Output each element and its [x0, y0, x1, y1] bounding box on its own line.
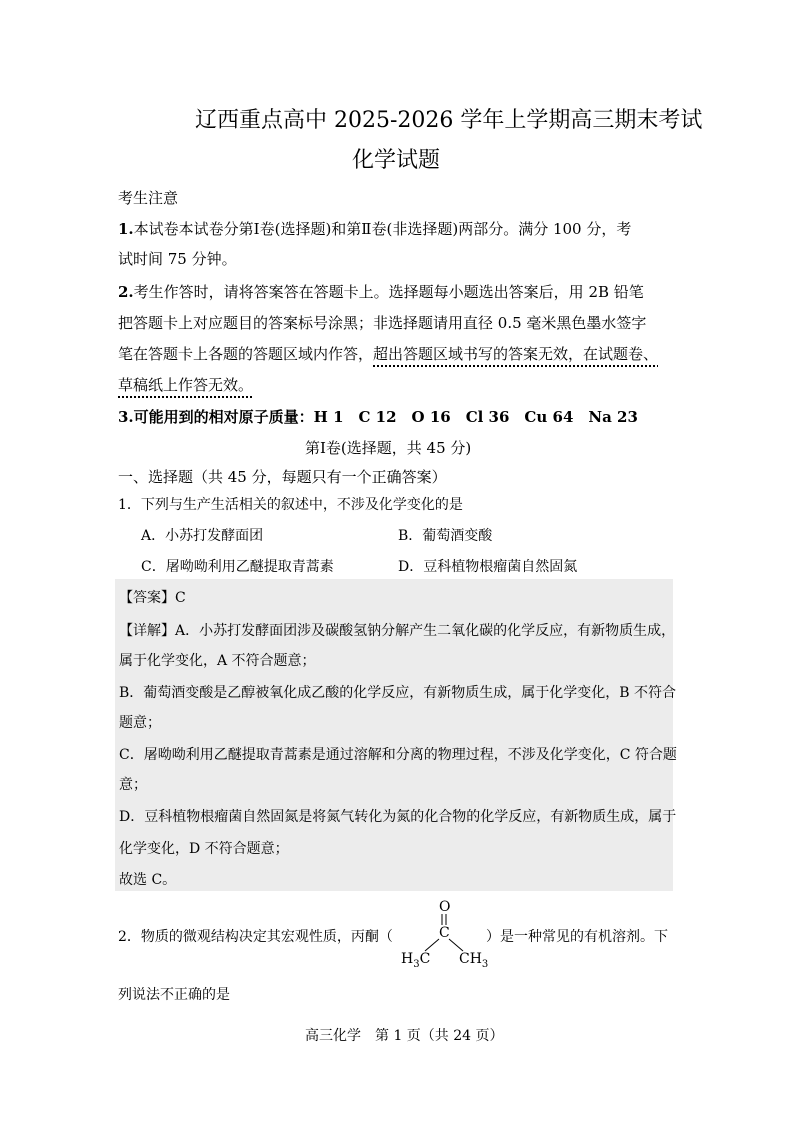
explain-line-7: D．豆科植物根瘤菌自然固氮是将氮气转化为氮的化合物的化学反应，有新物质生成，属于: [119, 809, 677, 825]
formula-methyl-right: $CH_3$: [459, 951, 489, 970]
question-1-answer: 【答案】C: [119, 590, 186, 606]
notice-item-3: [118, 406, 638, 427]
notice-item-2-line-2: 把答题卡上对应题目的答案标号涂黑；非选择题请用直径 0.5 毫米黑色墨水签字: [118, 314, 647, 332]
formula-carbon: C: [439, 925, 450, 941]
question-2-stem-line-2: 列说法不正确的是: [118, 987, 230, 1003]
question-1-option-d: D．豆科植物根瘤菌自然固氮: [398, 559, 578, 575]
notice-item-2-number: 2.: [118, 283, 134, 301]
explain-line-2: 属于化学变化，A 不符合题意；: [119, 653, 316, 669]
formula-oxygen: O: [439, 899, 451, 915]
question-2-stem-before: 2．物质的微观结构决定其宏观性质，丙酮（: [118, 929, 393, 945]
formula-bond-left: [425, 939, 439, 951]
formula-methyl-left: $H_3C$: [401, 951, 431, 970]
notice-item-1-line-1: [118, 218, 631, 239]
notice-item-2-line-1: [118, 281, 644, 302]
explain-line-5: C．屠呦呦利用乙醚提取青蒿素是通过溶解和分离的物理过程，不涉及化学变化，C 符合题: [119, 747, 677, 763]
notice-item-2-line-4: 草稿纸上作答无效。: [118, 376, 254, 394]
volume-title: 第Ⅰ卷(选择题，共 45 分): [305, 439, 472, 457]
question-1-option-c: C．屠呦呦利用乙醚提取青蒿素: [141, 559, 334, 575]
notice-item-2-emphasis: 超出答题区域书写的答案无效，在试题卷、: [373, 345, 659, 363]
question-2-stem-after: ）是一种常见的有机溶剂。下: [486, 929, 668, 945]
question-1-option-a: A．小苏打发酵面团: [141, 528, 264, 544]
part-title: 一、选择题（共 45 分，每题只有一个正确答案）: [118, 468, 447, 486]
question-1-option-b: B．葡萄酒变酸: [398, 528, 493, 544]
explain-line-6: 意；: [119, 777, 147, 793]
explain-line-3: B．葡萄酒变酸是乙醇被氧化成乙酸的化学反应，有新物质生成，属于化学变化，B 不符合: [119, 685, 677, 701]
notice-heading: 考生注意: [118, 189, 179, 207]
notice-item-2-line-3: [118, 343, 658, 364]
notice-item-2-text: 考生作答时，请将答案答在答题卡上。选择题每小题选出答案后，用 2B 铅笔: [133, 283, 644, 301]
notice-item-3-number: 3.: [118, 408, 134, 426]
notice-item-1-number: 1.: [118, 220, 134, 238]
formula-bond-right: [449, 939, 463, 951]
acetone-structure-formula: [395, 895, 495, 975]
notice-item-2-text-a: 笔在答题卡上各题的答题区域内作答，: [118, 345, 374, 363]
notice-item-1-text: 本试卷本试卷分第Ⅰ卷(选择题)和第Ⅱ卷(非选择题)两部分。满分 100 分，考: [133, 220, 632, 238]
page-subtitle: 化学试题: [352, 148, 441, 173]
explain-line-8: 化学变化，D 不符合题意；: [119, 841, 289, 857]
notice-item-1-line-2: 试时间 75 分钟。: [118, 250, 237, 268]
explain-line-9: 故选 C。: [119, 872, 177, 888]
page-title: 辽西重点高中 2025-2026 学年上学期高三期末考试: [195, 108, 703, 133]
page-footer: 高三化学 第 1 页（共 24 页）: [305, 1028, 504, 1044]
explain-line-1: 【详解】A．小苏打发酵面团涉及碳酸氢钠分解产生二氧化碳的化学反应，有新物质生成，: [119, 623, 676, 639]
explain-line-4: 题意；: [119, 715, 161, 731]
question-1-stem: 1．下列与生产生活相关的叙述中，不涉及化学变化的是: [118, 497, 463, 513]
notice-item-3-text: 可能用到的相对原子质量：H 1 C 12 O 16 Cl 36 Cu 64 Na 23: [133, 408, 638, 426]
